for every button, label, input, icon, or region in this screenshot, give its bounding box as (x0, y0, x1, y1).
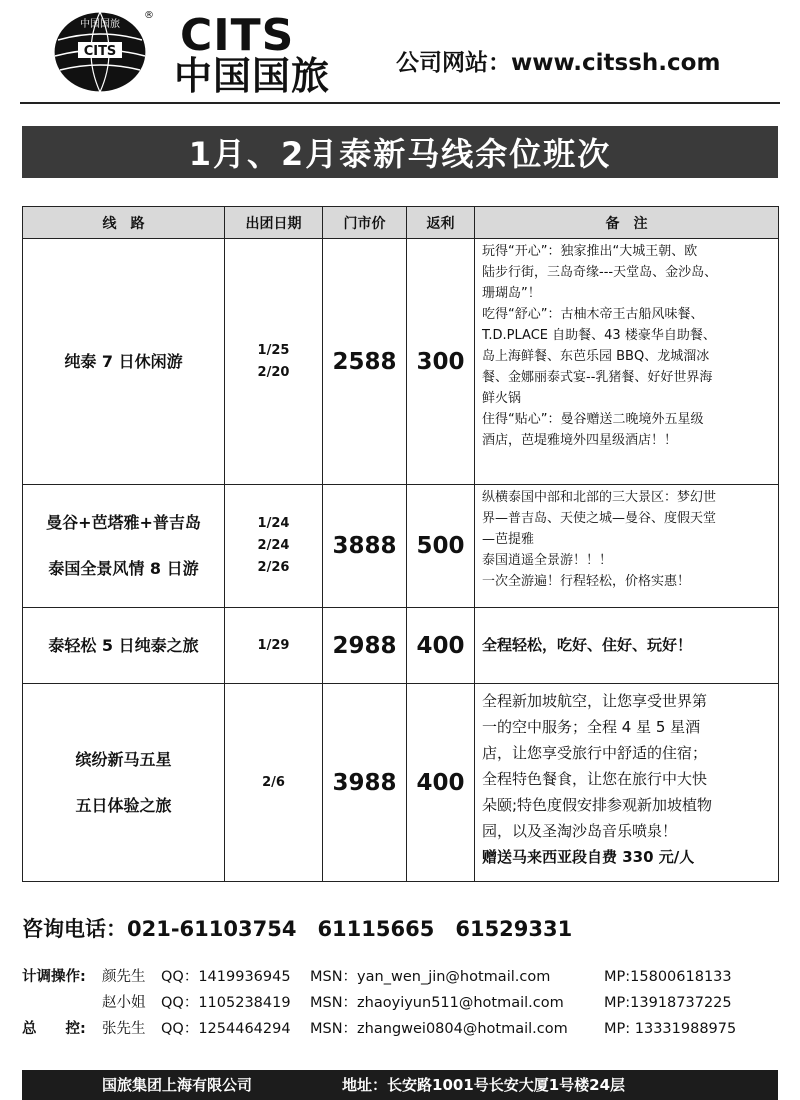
departure-date: 1/25 (257, 342, 290, 358)
departure-date: 2/24 (257, 538, 290, 553)
website-label: 公司网站： (396, 50, 511, 76)
contact-row (22, 990, 782, 1016)
note-line: 餐、金娜丽泰式宴--乳猪餐、好好世界海 (482, 370, 713, 385)
title-banner: 1月、2月泰新马线余位班次 (22, 126, 778, 178)
note-line: 陆步行街，三岛奇缘---天堂岛、金沙岛、 (482, 265, 718, 280)
contact-msn: MSN：zhangwei0804@hotmail.com (310, 1021, 568, 1037)
consult-phone (22, 914, 572, 944)
date-cell (225, 239, 323, 485)
note-line: 店，让您享受旅行中舒适的住宿； (482, 744, 708, 762)
table-row (23, 485, 779, 608)
footer-address: 地址：长安路1001号长安大厦1号楼24层 (342, 1076, 626, 1094)
registered-mark: ® (144, 10, 154, 21)
table-row (23, 608, 779, 684)
departure-date: 2/6 (262, 774, 285, 790)
col-header-rebate: 返利 (407, 207, 475, 239)
contact-row (22, 1016, 782, 1042)
rebate-cell: 500 (407, 485, 475, 608)
header-divider (20, 102, 780, 104)
date-cell (225, 608, 323, 684)
notes-cell (475, 485, 779, 608)
contact-qq: QQ：1105238419 (161, 995, 291, 1011)
route-name: 缤纷新马五星 (75, 749, 172, 769)
route-name: 五日体验之旅 (75, 795, 172, 815)
tour-schedule-table (22, 206, 779, 882)
route-name: 曼谷+芭塔雅+普吉岛 (46, 513, 201, 532)
note-line: 朵颐;特色度假安排参观新加坡植物 (482, 796, 713, 814)
col-header-notes: 备 注 (475, 207, 779, 239)
col-header-route: 线 路 (23, 207, 225, 239)
route-cell (23, 485, 225, 608)
col-header-price: 门市价 (323, 207, 407, 239)
note-line: 酒店，芭堤雅境外四星级酒店！！ (482, 433, 678, 448)
table-header-row (23, 207, 779, 239)
contact-name: 赵小姐 (102, 995, 146, 1011)
note-line-bold: 赠送马来西亚段自费 330 元/人 (482, 848, 695, 866)
price-cell: 3988 (323, 684, 407, 882)
rebate-cell: 400 (407, 608, 475, 684)
rebate-cell: 400 (407, 684, 475, 882)
price-cell: 2588 (323, 239, 407, 485)
note-line: 泰国逍遥全景游！！！ (482, 553, 613, 568)
note-line: 一的空中服务；全程 4 星 5 星酒 (482, 718, 701, 736)
date-cell (225, 485, 323, 608)
price-cell: 3888 (323, 485, 407, 608)
notes-cell (475, 608, 779, 684)
logo-ring-text: 中国国旅 (80, 19, 120, 30)
note-line: 界—普吉岛、天使之城—曼谷、度假天堂 (482, 511, 717, 526)
phone-numbers: 021-61103754 61115665 61529331 (127, 917, 573, 941)
date-cell (225, 684, 323, 882)
footer-company: 国旅集团上海有限公司 (102, 1076, 253, 1094)
logo-mid-text: CITS (83, 44, 117, 59)
contact-mobile: MP:13918737225 (604, 995, 732, 1011)
cits-globe-logo (52, 10, 148, 94)
note-line: 园，以及圣淘沙岛音乐喷泉！ (482, 822, 678, 840)
note-line: 玩得“开心”：独家推出“大城王朝、欧 (482, 244, 698, 259)
footer-bar (22, 1070, 778, 1100)
note-line: 纵横泰国中部和北部的三大景区：梦幻世 (482, 490, 717, 505)
notes-cell (475, 684, 779, 882)
note-line: 全程新加坡航空，让您享受世界第 (482, 692, 708, 710)
note-line: 一次全游遍！行程轻松，价格实惠！ (482, 574, 691, 589)
note-line: T.D.PLACE 自助餐、43 楼豪华自助餐、 (482, 328, 716, 343)
route-name: 泰国全景风情 8 日游 (48, 559, 199, 578)
website-url[interactable]: www.citssh.com (511, 50, 721, 76)
contact-msn: MSN：yan_wen_jin@hotmail.com (310, 969, 551, 985)
contact-mobile: MP:15800618133 (604, 969, 732, 985)
departure-date: 2/20 (257, 364, 290, 380)
note-line: 吃得“舒心”：古柚木帝王古船风味餐、 (482, 307, 704, 322)
note-line: 全程特色餐食，让您在旅行中大快 (482, 770, 708, 788)
rebate-cell: 300 (407, 239, 475, 485)
contact-name: 张先生 (102, 1021, 146, 1037)
route-cell (23, 684, 225, 882)
contact-name: 颜先生 (102, 969, 146, 985)
note-line: 鲜火锅 (482, 391, 522, 406)
route-name: 纯泰 7 日休闲游 (64, 351, 183, 371)
price-cell: 2988 (323, 608, 407, 684)
route-cell (23, 608, 225, 684)
phone-label: 咨询电话： (22, 917, 127, 941)
notes-cell (475, 239, 779, 485)
note-line: 珊瑚岛”！ (482, 286, 541, 301)
note-line: 全程轻松，吃好、住好、玩好！ (482, 636, 693, 654)
note-line: 住得“贴心”：曼谷赠送二晚境外五星级 (482, 412, 704, 427)
table-row (23, 684, 779, 882)
table-row (23, 239, 779, 485)
contact-role: 计调操作: (22, 969, 86, 985)
contact-row (22, 964, 782, 990)
departure-date: 1/24 (257, 516, 290, 531)
contact-qq: QQ：1254464294 (161, 1021, 291, 1037)
contact-role: 总 控: (22, 1021, 86, 1037)
note-line: —芭提雅 (482, 532, 535, 547)
brand-name-cn: 中国国旅 (174, 54, 331, 98)
website (396, 48, 720, 78)
route-cell (23, 239, 225, 485)
note-line: 岛上海鲜餐、东芭乐园 BBQ、龙城溜冰 (482, 349, 710, 364)
contact-qq: QQ：1419936945 (161, 969, 291, 985)
brand-name-en: CITS (180, 10, 295, 61)
contact-msn: MSN：zhaoyiyun511@hotmail.com (310, 995, 564, 1011)
departure-date: 2/26 (257, 560, 290, 575)
contact-list (22, 964, 782, 1042)
contact-mobile: MP: 13331988975 (604, 1021, 737, 1037)
page-header (0, 0, 800, 104)
route-name: 泰轻松 5 日纯泰之旅 (48, 635, 199, 655)
col-header-date: 出团日期 (225, 207, 323, 239)
departure-date: 1/29 (257, 637, 290, 653)
